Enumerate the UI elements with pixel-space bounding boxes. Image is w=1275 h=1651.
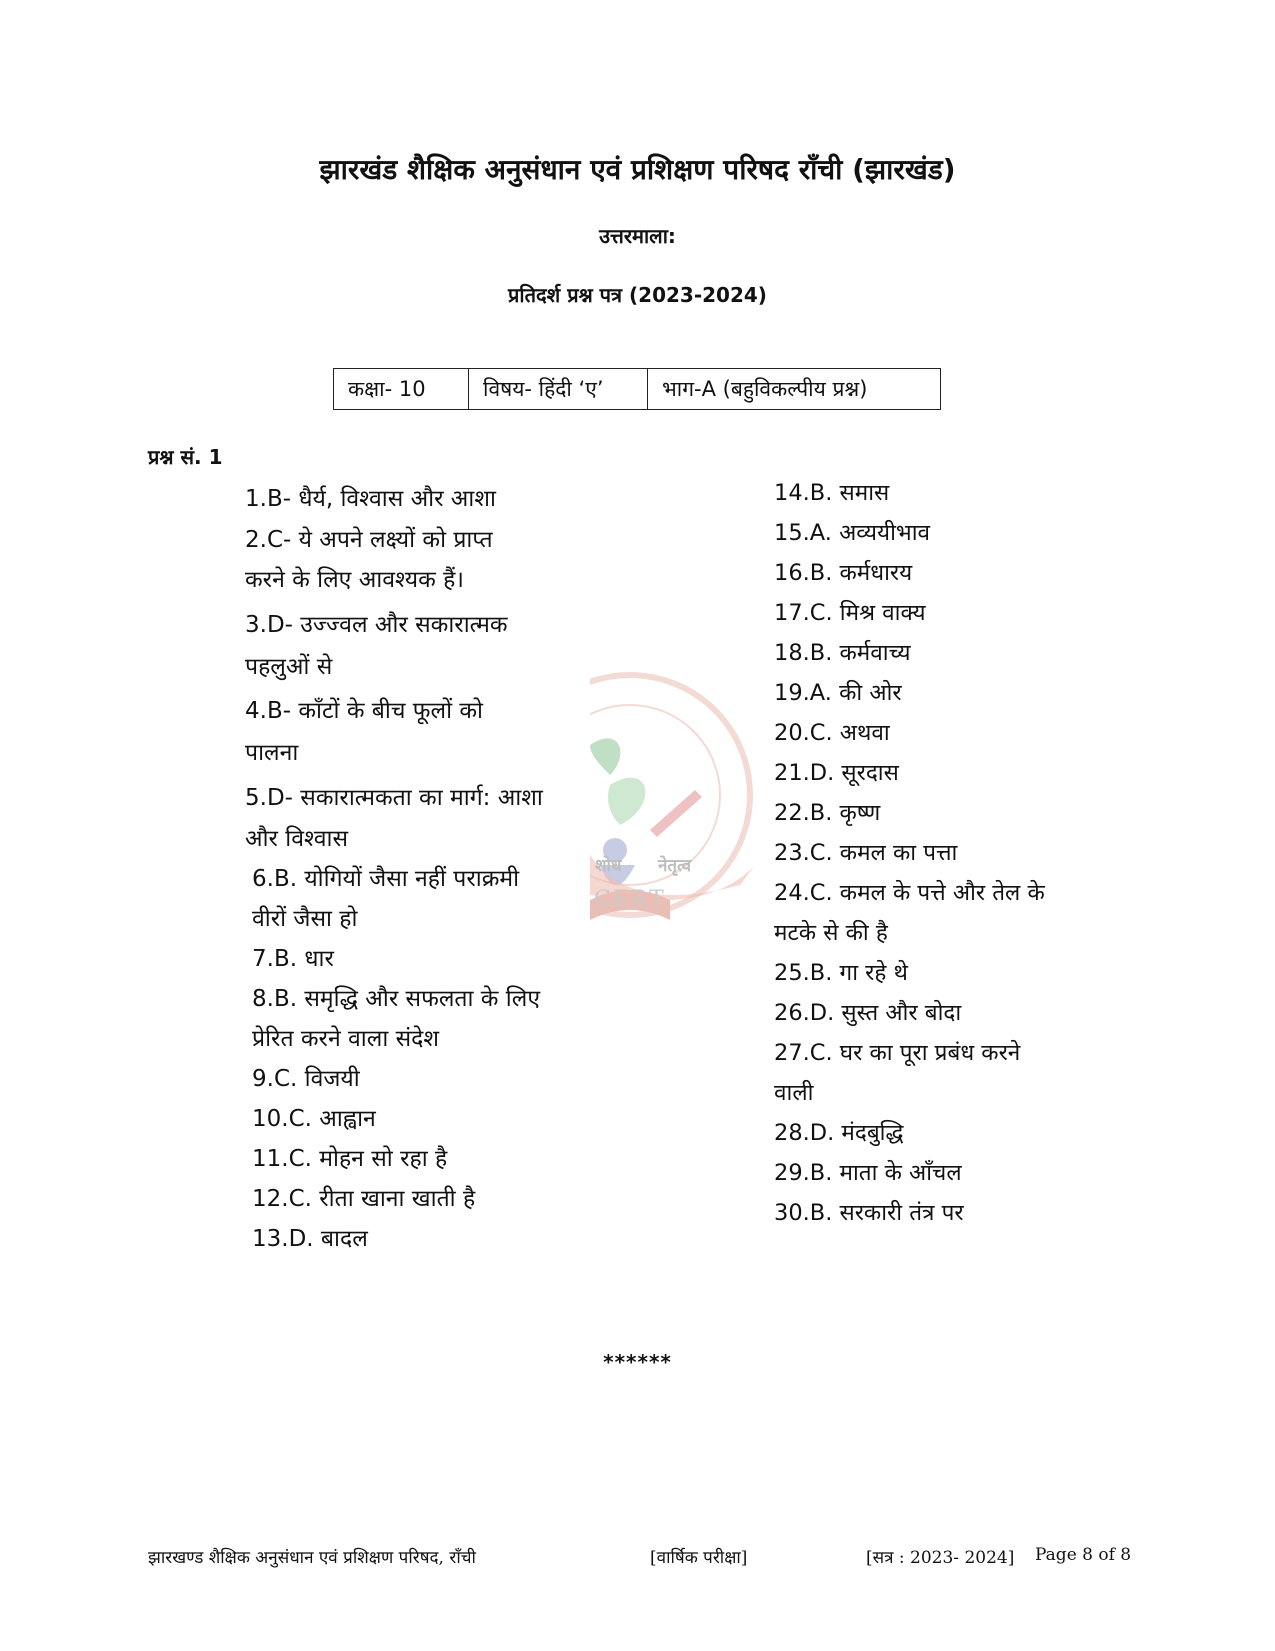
answer-line: 29.B. माता के आँचल	[774, 1160, 962, 1186]
answer-line: 16.B. कर्मधारय	[774, 560, 913, 586]
answer-line: 12.C. रीता खाना खाती है	[252, 1186, 476, 1212]
answer-line: 9.C. विजयी	[252, 1066, 360, 1092]
answer-line: 27.C. घर का पूरा प्रबंध करने	[774, 1040, 1021, 1066]
question-label: प्रश्न सं. 1	[148, 445, 223, 469]
answer-line: 21.D. सूरदास	[774, 760, 899, 786]
answer-line: 11.C. मोहन सो रहा है	[252, 1146, 448, 1172]
answer-line: 18.B. कर्मवाच्य	[774, 640, 911, 666]
answer-line: 8.B. समृद्धि और सफलता के लिए	[252, 986, 541, 1012]
footer-session: [सत्र : 2023- 2024]	[866, 1548, 1015, 1568]
footer-org: झारखण्ड शैक्षिक अनुसंधान एवं प्रशिक्षण परिषद, राँची	[148, 1548, 476, 1568]
scert-logo-watermark	[590, 665, 790, 955]
paper-heading: प्रतिदर्श प्रश्न पत्र (2023-2024)	[508, 283, 767, 307]
info-table	[333, 368, 941, 410]
answer-line: वाली	[774, 1080, 814, 1106]
answer-line: पालना	[245, 740, 299, 766]
page-title: झारखंड शैक्षिक अनुसंधान एवं प्रशिक्षण परिषद राँची (झारखंड)	[319, 153, 956, 186]
answer-line: 30.B. सरकारी तंत्र पर	[774, 1200, 964, 1226]
answer-line: 10.C. आह्वान	[252, 1106, 376, 1132]
answer-line: 22.B. कृष्ण	[774, 800, 881, 826]
subject-cell: विषय- हिंदी ‘ए’	[469, 369, 648, 410]
answer-line: प्रेरित करने वाला संदेश	[252, 1026, 440, 1052]
answer-line: 2.C- ये अपने लक्ष्यों को प्राप्त	[245, 527, 493, 553]
answer-line: 3.D- उज्ज्वल और सकारात्मक	[245, 612, 508, 638]
class-cell: कक्षा- 10	[334, 369, 469, 410]
answer-line: 1.B- धैर्य, विश्वास और आशा	[245, 486, 496, 512]
answer-line: 23.C. कमल का पत्ता	[774, 840, 958, 866]
answer-line: मटके से की है	[774, 920, 888, 946]
answer-line: 24.C. कमल के पत्ते और तेल के	[774, 880, 1045, 906]
answer-line: 6.B. योगियों जैसा नहीं पराक्रमी	[252, 866, 520, 892]
answer-line: 17.C. मिश्र वाक्य	[774, 600, 926, 626]
answer-line: पहलुओं से	[245, 654, 333, 680]
page-number: Page 8 of 8	[1035, 1545, 1132, 1565]
answer-line: 26.D. सुस्त और बोदा	[774, 1000, 962, 1026]
answer-line: 5.D- सकारात्मकता का मार्ग: आशा	[245, 785, 543, 811]
answer-key-heading: उत्तरमाला:	[599, 224, 676, 248]
logo-abbr: CERT	[594, 887, 666, 912]
end-mark: ******	[603, 1350, 672, 1374]
answer-line: 4.B- काँटों के बीच फूलों को	[245, 698, 484, 724]
answer-line: 20.C. अथवा	[774, 720, 890, 746]
answer-line: 15.A. अव्ययीभाव	[774, 520, 931, 546]
logo-word1: शोध	[595, 856, 622, 876]
logo-word2: नेतृत्व	[658, 856, 692, 876]
answer-line: और विश्वास	[245, 826, 349, 852]
answer-line: 28.D. मंदबुद्धि	[774, 1120, 904, 1146]
part-cell: भाग-A (बहुविकल्पीय प्रश्न)	[648, 369, 941, 410]
answer-line: 13.D. बादल	[252, 1226, 368, 1252]
answer-line: 25.B. गा रहे थे	[774, 960, 908, 986]
answer-line: करने के लिए आवश्यक हैं।	[245, 567, 465, 593]
answer-line: 7.B. धार	[252, 946, 334, 972]
answer-line: वीरों जैसा हो	[252, 906, 358, 932]
answer-line: 14.B. समास	[774, 480, 890, 506]
footer-exam: [वार्षिक परीक्षा]	[650, 1548, 748, 1568]
answer-line: 19.A. की ओर	[774, 680, 902, 706]
